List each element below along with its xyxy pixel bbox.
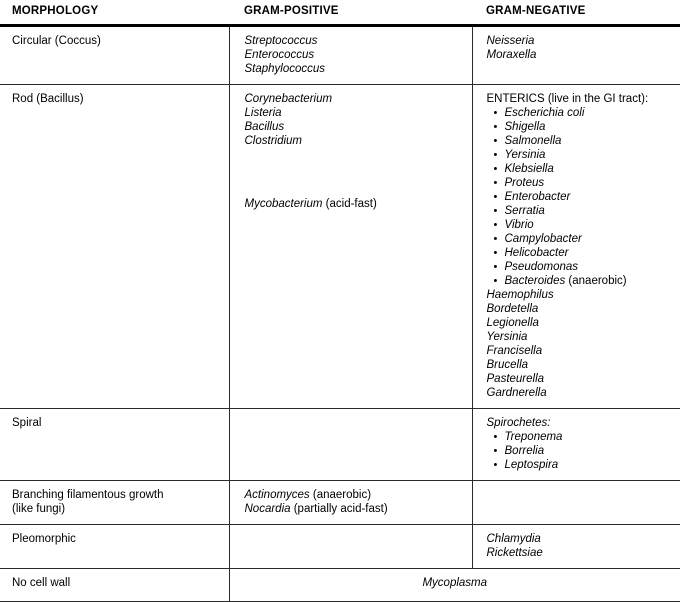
species-note: (partially acid-fast) — [290, 503, 388, 515]
list-item: • Enterobacter — [505, 190, 675, 204]
enterics-heading: ENTERICS (live in the GI tract): — [486, 93, 649, 105]
list-item: Gardnerella — [486, 387, 547, 399]
column-header-gram-negative: GRAM-NEGATIVE — [472, 0, 680, 26]
gram-positive-list — [245, 92, 466, 148]
species-name: Nocardia — [244, 503, 291, 515]
list-item: • Shigella — [505, 120, 675, 134]
nocardia-entry — [245, 502, 466, 516]
list-item: • Borrelia — [505, 444, 675, 458]
list-item: • Vibrio — [505, 218, 675, 232]
enterics-list — [487, 106, 675, 288]
list-item: Streptococcus — [244, 35, 318, 47]
list-item: Listeria — [244, 107, 282, 119]
morphology-label: Rod (Bacillus) — [12, 93, 84, 105]
cell-gram-negative — [472, 525, 680, 569]
list-item: Corynebacterium — [244, 93, 333, 105]
cell-morphology — [0, 26, 229, 85]
species-name: Mycobacterium — [244, 198, 323, 210]
list-item: Enterococcus — [244, 49, 315, 61]
list-item: • Campylobacter — [505, 232, 675, 246]
column-header-gram-positive: GRAM-POSITIVE — [229, 0, 472, 26]
table-row — [0, 525, 680, 569]
list-item — [505, 274, 675, 288]
species-name: Bacteroides — [504, 275, 566, 287]
cell-gram-negative — [472, 409, 680, 481]
list-item: • Helicobacter — [505, 246, 675, 260]
morphology-label: Spiral — [12, 417, 42, 429]
list-item: • Proteus — [505, 176, 675, 190]
cell-morphology — [0, 481, 229, 525]
list-item: Brucella — [486, 359, 529, 371]
table-row — [0, 85, 680, 409]
species-name: Actinomyces — [244, 489, 310, 501]
table-row — [0, 481, 680, 525]
spacer — [245, 148, 466, 197]
cell-morphology — [0, 525, 229, 569]
actinomyces-entry — [245, 488, 466, 502]
list-item: Bordetella — [486, 303, 539, 315]
list-item: Staphylococcus — [244, 63, 326, 75]
list-item: Moraxella — [486, 49, 537, 61]
cell-gram-negative — [472, 26, 680, 85]
list-item: Francisella — [486, 345, 543, 357]
cell-morphology — [0, 85, 229, 409]
list-item: Neisseria — [486, 35, 535, 47]
table-body — [0, 26, 680, 602]
list-item: • Leptospira — [505, 458, 675, 472]
cell-gram-positive — [229, 26, 472, 85]
cell-gram-positive — [229, 525, 472, 569]
list-item: • Yersinia — [505, 148, 675, 162]
table-row — [0, 569, 680, 602]
list-item: Rickettsiae — [486, 547, 543, 559]
cell-gram-negative — [472, 85, 680, 409]
list-item: • Salmonella — [505, 134, 675, 148]
species-note: (acid-fast) — [322, 198, 377, 210]
cell-gram-positive — [229, 481, 472, 525]
species-name: Mycoplasma — [422, 577, 488, 589]
cell-gram-positive — [229, 409, 472, 481]
list-item: • Pseudomonas — [505, 260, 675, 274]
gram-positive-list — [245, 34, 466, 76]
column-header-morphology: MORPHOLOGY — [0, 0, 229, 26]
cell-gram-negative — [472, 481, 680, 525]
list-item: Clostridium — [244, 135, 303, 147]
morphology-label: Pleomorphic — [12, 533, 76, 545]
list-item: • Serratia — [505, 204, 675, 218]
mycobacterium-entry — [245, 197, 466, 211]
list-item: Legionella — [486, 317, 539, 329]
gram-negative-other-list — [487, 288, 675, 400]
list-item: • Escherichia coli — [505, 106, 675, 120]
list-item: Yersinia — [486, 331, 528, 343]
species-note: (anaerobic) — [565, 275, 627, 287]
gram-negative-list — [487, 532, 675, 560]
cell-morphology — [0, 569, 229, 602]
table-header — [0, 0, 680, 26]
gram-negative-list — [487, 34, 675, 62]
list-item: Chlamydia — [486, 533, 541, 545]
list-item: • Treponema — [505, 430, 675, 444]
spirochetes-heading: Spirochetes: — [486, 417, 551, 429]
morphology-label-line1: Branching filamentous growth — [12, 489, 164, 501]
list-item: • Klebsiella — [505, 162, 675, 176]
species-note: (anaerobic) — [309, 489, 372, 501]
morphology-label: No cell wall — [12, 577, 71, 589]
table-row — [0, 409, 680, 481]
morphology-label-line2: (like fungi) — [12, 503, 66, 515]
cell-gram-positive — [229, 85, 472, 409]
header-row — [0, 0, 680, 26]
morphology-label: Circular (Coccus) — [12, 35, 101, 47]
list-item: Haemophilus — [486, 289, 554, 301]
table-row — [0, 26, 680, 85]
spirochetes-list — [487, 430, 675, 472]
list-item: Bacillus — [244, 121, 285, 133]
list-item: Pasteurella — [486, 373, 545, 385]
cell-morphology — [0, 409, 229, 481]
cell-merged-mycoplasma — [229, 569, 680, 602]
